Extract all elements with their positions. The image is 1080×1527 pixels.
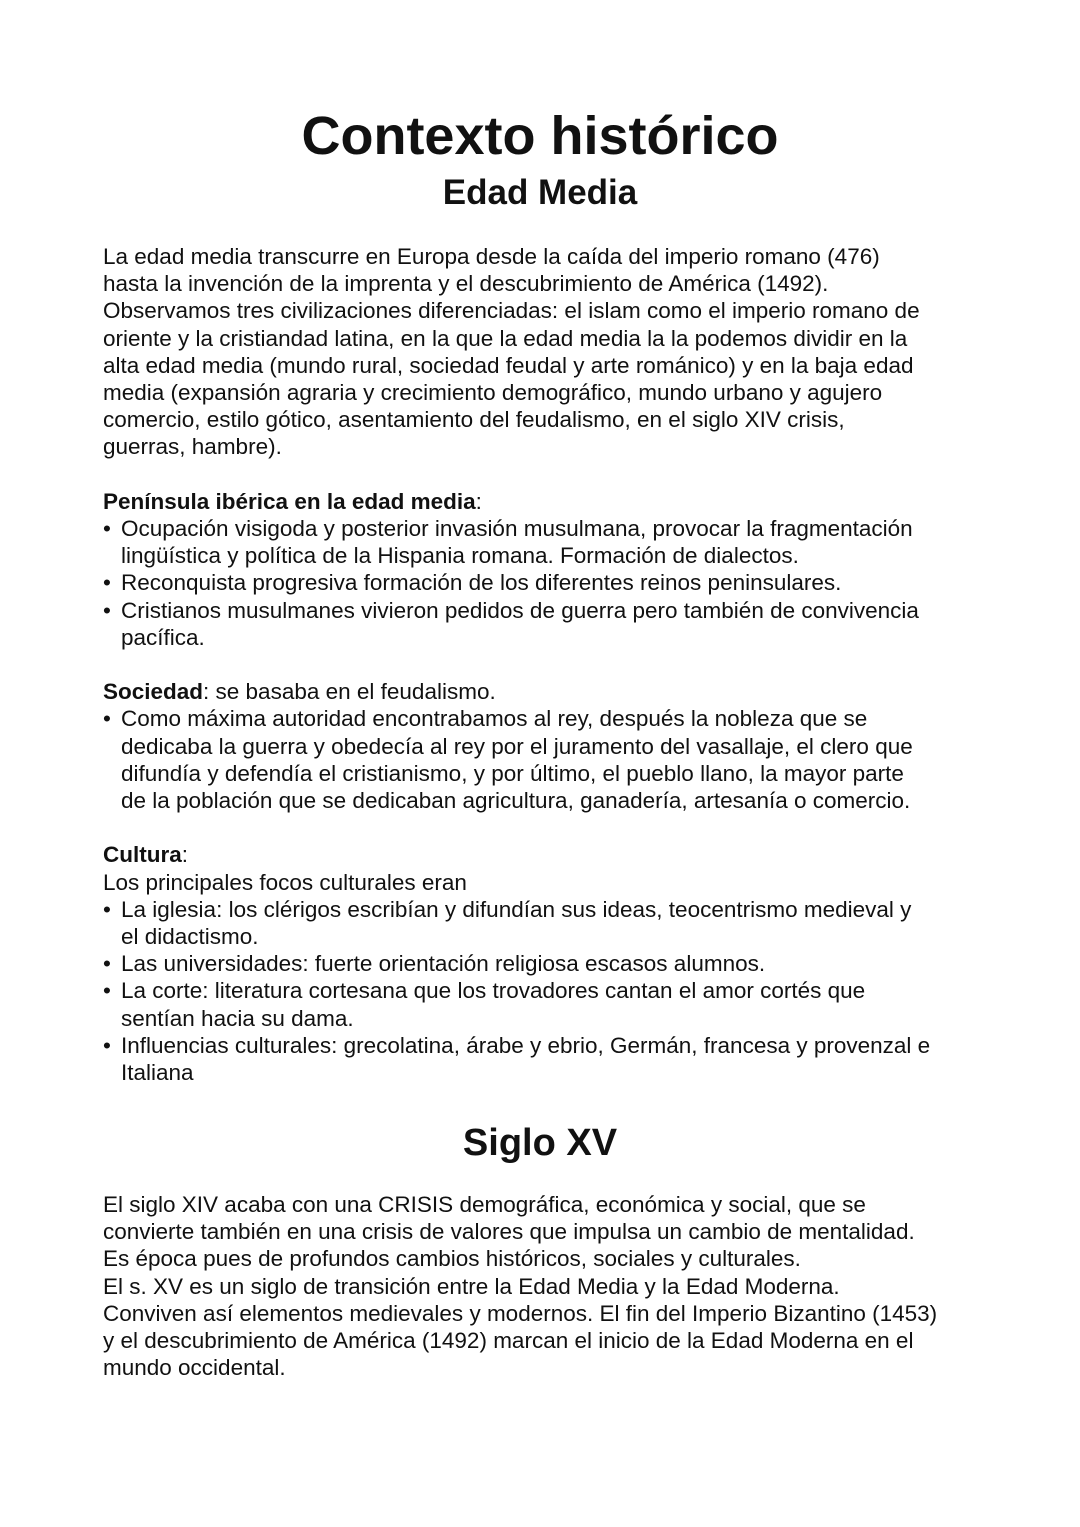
- text-line: sentían hacia su dama.: [121, 1005, 354, 1031]
- text-line: oriente y la cristiandad latina, en la que la edad media la la podemos dividir en la: [103, 325, 908, 351]
- text-line: guerras, hambre).: [103, 434, 282, 460]
- page-subtitle: Edad Media: [442, 173, 638, 212]
- text-line: • Reconquista progresiva formación de los diferentes reinos peninsulares.: [121, 570, 842, 596]
- text-line: Los principales focos culturales eran: [103, 869, 467, 895]
- bullet-item: [103, 705, 1003, 814]
- text-line: de la población que se dedicaban agricultura, ganadería, artesanía o comercio.: [121, 788, 911, 814]
- text-line: • Ocupación visigoda y posterior invasión musulmana, provocar la fragmentación: [121, 516, 913, 542]
- text-line: Italiana: [121, 1060, 194, 1086]
- text-line: • Como máxima autoridad encontrabamos al rey, después la nobleza que se: [121, 706, 868, 732]
- text-line: • Influencias culturales: grecolatina, árabe y ebrio, Germán, francesa y provenzal e: [121, 1032, 931, 1058]
- bullet-item: [103, 1032, 1003, 1086]
- text-line: convierte también en una crisis de valores que impulsa un cambio de mentalidad.: [103, 1219, 915, 1245]
- bullet-item: [103, 950, 1003, 977]
- main-content: [103, 243, 1003, 1086]
- cultura-section: [103, 841, 1003, 1086]
- bullet-item: [103, 896, 1003, 950]
- text-line: • La iglesia: los clérigos escribían y difundían sus ideas, teocentrismo medieval y: [121, 896, 912, 922]
- page-title: Contexto histórico: [301, 106, 779, 166]
- text-line: • Cristianos musulmanes vivieron pedidos de guerra pero también de convivencia: [121, 597, 919, 623]
- section-heading: Sociedad: se basaba en el feudalismo.: [103, 679, 496, 705]
- text-line: • Las universidades: fuerte orientación religiosa escasos alumnos.: [121, 951, 766, 977]
- text-line: • La corte: literatura cortesana que los trovadores cantan el amor cortés que: [121, 978, 866, 1004]
- intro-paragraph: [103, 243, 1003, 461]
- text-line: hasta la invención de la imprenta y el descubrimiento de América (1492).: [103, 271, 829, 297]
- text-line: el didactismo.: [121, 924, 259, 950]
- text-line: El s. XV es un siglo de transición entre la Edad Media y la Edad Moderna.: [103, 1273, 840, 1299]
- text-line: alta edad media (mundo rural, sociedad feudal y arte románico) y en la baja edad: [103, 352, 914, 378]
- text-line: dedicaba la guerra y obedecía al rey por el juramento del vasallaje, el clero que: [121, 733, 913, 759]
- text-line: Es época pues de profundos cambios históricos, sociales y culturales.: [103, 1246, 801, 1272]
- text-line: Observamos tres civilizaciones diferenciadas: el islam como el imperio romano de: [103, 298, 920, 324]
- bullet-item: [103, 597, 1003, 651]
- peninsula-section: [103, 488, 1003, 651]
- sociedad-section: [103, 678, 1003, 814]
- text-line: La edad media transcurre en Europa desde la caída del imperio romano (476): [103, 244, 880, 269]
- section-title-siglo-xv: Siglo XV: [462, 1122, 618, 1164]
- text-line: comercio, estilo gótico, asentamiento del feudalismo, en el siglo XIV crisis,: [103, 407, 845, 433]
- siglo-xv-paragraph: [103, 1191, 1003, 1381]
- section-heading: Península ibérica en la edad media:: [103, 488, 482, 514]
- text-line: y el descubrimiento de América (1492) marcan el inicio de la Edad Moderna en el: [103, 1328, 914, 1354]
- text-line: Conviven así elementos medievales y modernos. El fin del Imperio Bizantino (1453): [103, 1300, 938, 1326]
- section-heading: Cultura:: [103, 842, 189, 868]
- text-line: lingüística y política de la Hispania romana. Formación de dialectos.: [121, 543, 799, 569]
- text-line: El siglo XIV acaba con una CRISIS demográfica, económica y social, que se: [103, 1192, 866, 1217]
- text-line: media (expansión agraria y crecimiento demográfico, mundo urbano y agujero: [103, 380, 883, 406]
- text-line: difundía y defendía el cristianismo, y por último, el pueblo llano, la mayor parte: [121, 760, 904, 786]
- bullet-item: [103, 515, 1003, 569]
- bullet-item: [103, 977, 1003, 1031]
- bullet-item: [103, 569, 1003, 596]
- text-line: pacífica.: [121, 624, 205, 650]
- text-line: mundo occidental.: [103, 1355, 286, 1381]
